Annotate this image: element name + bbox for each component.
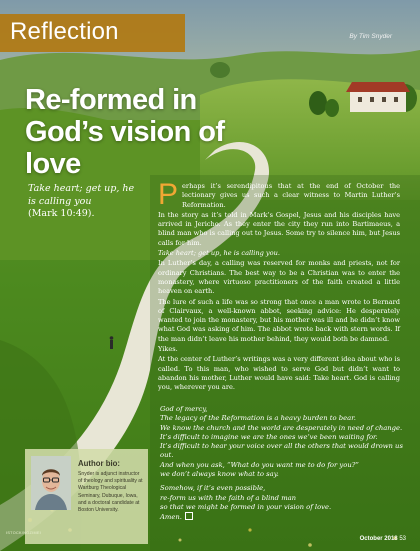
article-paragraph <box>158 178 400 211</box>
prayer-line: re-form us with the faith of a blind man <box>160 493 297 502</box>
article-paragraph: Yikes. <box>158 345 178 354</box>
prayer-line: It’s difficult to hear your voice over all the others that would drown us out. <box>160 442 403 460</box>
drop-cap: P <box>158 178 179 211</box>
prayer-line: Amen. <box>160 513 182 522</box>
photo-credit: ISTOCK/NOZIMEI <box>6 531 42 535</box>
prayer-line: We know the church and the world are desperately in need of change. <box>160 423 403 432</box>
pull-quote <box>28 183 138 221</box>
author-photo <box>31 456 71 510</box>
author-avatar-icon <box>31 456 71 510</box>
bio-text: Snyder is adjunct instructor of theology and spirituality at Wartburg Theological Seminary, Dubuque, Iowa, and a doctoral candidate at Boston University. <box>78 471 143 514</box>
prayer-line: so that we might be formed in your vision of love. <box>160 502 332 511</box>
prayer-line: It’s difficult to imagine we are the ones we’ve been waiting for. <box>160 432 378 441</box>
article-body <box>158 178 400 394</box>
prayer-line: Somehow, if it’s even possible, <box>160 484 266 493</box>
article-paragraph: At the center of Luther’s writings was a very different idea about who is called. To this man, who wished to serve God but didn’t want to abandon his mother, Luther would have said: Take heart. God is calling you, wherever you are. <box>158 355 400 392</box>
byline: By Tim Snyder <box>349 33 392 40</box>
prayer-stanza <box>160 405 405 479</box>
article-paragraph: In Luther’s day, a calling was reserved for monks and priests, not for ordinary Christians. The best way to be a Christian was to enter the monastery, where virtuoso practitioners of the faith created a little heaven on earth. <box>158 259 400 296</box>
article-paragraph: The lure of such a life was so strong that once a man wrote to Bernard of Clairvaux, a well-known abbot, seeking advice: He desperately wanted to join the monastery, but his mother was ill and he didn’t know what God was asking of him. The abbot wrote back with stern words. If the man didn’t leave his mother behind, they would both be damned. <box>158 297 400 343</box>
prayer-line: God of mercy, <box>160 405 208 413</box>
prayer-stanza <box>160 484 405 522</box>
issue-date: October 2018 <box>359 536 398 542</box>
end-mark-icon <box>185 512 193 520</box>
author-bio-box <box>25 449 148 544</box>
paragraph-text: erhaps it’s serendipitous that at the end of October the lectionary gives us such a clear witness to Martin Luther’s Reformation. <box>182 182 400 209</box>
prayer-line: we don’t always know what to say. <box>160 470 279 479</box>
prayer <box>160 405 405 528</box>
page-footer <box>360 536 406 542</box>
section-title: Reflection <box>10 18 119 45</box>
pull-quote-citation: (Mark 10:49). <box>28 208 95 219</box>
article-headline: Re-formed in God’s vision of love <box>25 84 225 180</box>
prayer-line: The legacy of the Reformation is a heavy burden to bear. <box>160 414 356 423</box>
pull-quote-text: Take heart; get up, he is calling you <box>28 183 135 207</box>
article-paragraph: In the story as it’s told in Mark’s Gospel, Jesus and his disciples have arrived in Jericho. As they enter the city they run into Bartimaeus, a blind man who is calling out to Jesus. Some try to silence him, but Jesus calls for him. <box>158 210 400 247</box>
prayer-line: And when you ask, “What do you want me to do for you?” <box>160 460 359 469</box>
article-paragraph: Take heart; get up, he is calling you. <box>158 249 280 258</box>
page-number: 53 <box>399 536 406 542</box>
bio-title: Author bio: <box>78 459 121 468</box>
